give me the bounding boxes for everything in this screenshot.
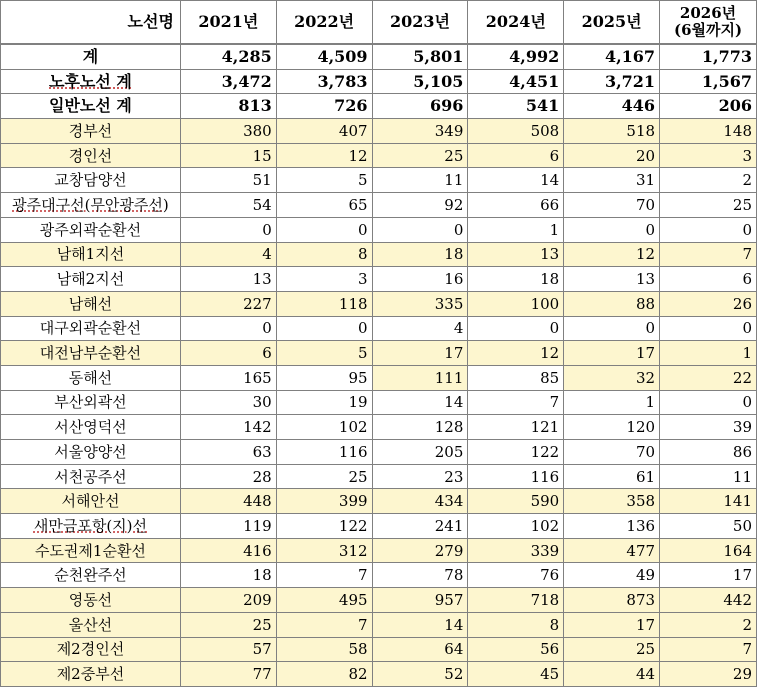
value-cell[interactable]: 51 (180, 168, 276, 193)
value-cell[interactable]: 29 (660, 662, 757, 687)
value-cell[interactable]: 56 (468, 637, 564, 662)
summary-row (1, 44, 757, 69)
summary-name-cell[interactable]: 일반노선 계 (1, 94, 181, 119)
value-cell[interactable]: 44 (564, 662, 660, 687)
value-cell[interactable]: 5 (276, 341, 372, 366)
value-cell[interactable]: 11 (660, 464, 757, 489)
header-year-2021[interactable]: 2021년 (180, 1, 276, 45)
value-cell[interactable]: 116 (276, 440, 372, 465)
header-year-2026-label: 2026년 (679, 4, 737, 22)
route-name-cell[interactable]: 영동선 (1, 588, 181, 613)
value-cell[interactable]: 65 (276, 193, 372, 218)
value-cell[interactable]: 17 (372, 341, 468, 366)
value-cell[interactable]: 696 (372, 94, 468, 119)
value-cell[interactable]: 4,992 (468, 44, 564, 69)
value-cell[interactable]: 11 (372, 168, 468, 193)
value-cell[interactable]: 442 (660, 588, 757, 613)
value-cell[interactable]: 3,472 (180, 69, 276, 94)
value-cell[interactable]: 45 (468, 662, 564, 687)
value-cell[interactable]: 86 (660, 440, 757, 465)
value-cell[interactable]: 718 (468, 588, 564, 613)
value-cell[interactable]: 3,721 (564, 69, 660, 94)
value-cell[interactable]: 102 (276, 415, 372, 440)
value-cell[interactable]: 58 (276, 637, 372, 662)
value-cell[interactable]: 6 (468, 143, 564, 168)
value-cell[interactable]: 128 (372, 415, 468, 440)
value-cell[interactable]: 349 (372, 119, 468, 144)
value-cell[interactable]: 5,801 (372, 44, 468, 69)
value-cell[interactable]: 0 (564, 316, 660, 341)
value-cell[interactable]: 508 (468, 119, 564, 144)
value-cell[interactable]: 477 (564, 538, 660, 563)
value-cell[interactable]: 19 (276, 390, 372, 415)
value-cell[interactable]: 241 (372, 514, 468, 539)
value-cell[interactable]: 111 (372, 365, 468, 390)
value-cell[interactable]: 32 (564, 365, 660, 390)
table-row (1, 563, 757, 588)
value-cell[interactable]: 2 (660, 612, 757, 637)
table-row (1, 440, 757, 465)
value-cell[interactable]: 399 (276, 489, 372, 514)
value-cell[interactable]: 0 (180, 316, 276, 341)
value-cell[interactable]: 0 (660, 316, 757, 341)
value-cell[interactable]: 4,509 (276, 44, 372, 69)
value-cell[interactable]: 18 (372, 242, 468, 267)
value-cell[interactable]: 17 (564, 341, 660, 366)
table-row (1, 538, 757, 563)
route-name-cell[interactable]: 광주대구선(무안광주선) (1, 193, 181, 218)
route-name-cell[interactable]: 제2경인선 (1, 637, 181, 662)
route-name-cell[interactable]: 수도권제1순환선 (1, 538, 181, 563)
table-row (1, 168, 757, 193)
route-name-cell[interactable]: 남해2지선 (1, 267, 181, 292)
value-cell[interactable]: 100 (468, 291, 564, 316)
value-cell[interactable]: 15 (180, 143, 276, 168)
value-cell[interactable]: 122 (468, 440, 564, 465)
table-row (1, 365, 757, 390)
route-name-cell[interactable]: 새만금포항(지)선 (1, 514, 181, 539)
summary-row (1, 69, 757, 94)
value-cell[interactable]: 380 (180, 119, 276, 144)
value-cell[interactable]: 17 (660, 563, 757, 588)
value-cell[interactable]: 13 (468, 242, 564, 267)
value-cell[interactable]: 13 (564, 267, 660, 292)
value-cell[interactable]: 39 (660, 415, 757, 440)
value-cell[interactable]: 78 (372, 563, 468, 588)
value-cell[interactable]: 5,105 (372, 69, 468, 94)
value-cell[interactable]: 0 (276, 217, 372, 242)
value-cell[interactable]: 0 (180, 217, 276, 242)
value-cell[interactable]: 407 (276, 119, 372, 144)
value-cell[interactable]: 4,285 (180, 44, 276, 69)
value-cell[interactable]: 7 (468, 390, 564, 415)
summary-row (1, 94, 757, 119)
value-cell[interactable]: 14 (468, 168, 564, 193)
value-cell[interactable]: 119 (180, 514, 276, 539)
route-name-cell[interactable]: 울산선 (1, 612, 181, 637)
value-cell[interactable]: 5 (276, 168, 372, 193)
value-cell[interactable]: 63 (180, 440, 276, 465)
table-row (1, 637, 757, 662)
table-row (1, 316, 757, 341)
value-cell[interactable]: 541 (468, 94, 564, 119)
value-cell[interactable]: 17 (564, 612, 660, 637)
value-cell[interactable]: 227 (180, 291, 276, 316)
route-name-cell[interactable]: 서산영덕선 (1, 415, 181, 440)
value-cell[interactable]: 3 (660, 143, 757, 168)
value-cell[interactable]: 92 (372, 193, 468, 218)
value-cell[interactable]: 518 (564, 119, 660, 144)
table-row (1, 119, 757, 144)
value-cell[interactable]: 4,167 (564, 44, 660, 69)
value-cell[interactable]: 0 (660, 217, 757, 242)
value-cell[interactable]: 70 (564, 193, 660, 218)
table-row (1, 193, 757, 218)
value-cell[interactable]: 209 (180, 588, 276, 613)
header-year-2026-note: (6월까지) (673, 21, 743, 39)
route-name-cell[interactable]: 서천공주선 (1, 464, 181, 489)
value-cell[interactable]: 52 (372, 662, 468, 687)
table-row (1, 612, 757, 637)
value-cell[interactable]: 957 (372, 588, 468, 613)
value-cell[interactable]: 25 (180, 612, 276, 637)
value-cell[interactable]: 312 (276, 538, 372, 563)
value-cell[interactable]: 31 (564, 168, 660, 193)
value-cell[interactable]: 6 (660, 267, 757, 292)
value-cell[interactable]: 1 (468, 217, 564, 242)
route-name-cell[interactable]: 대구외곽순환선 (1, 316, 181, 341)
value-cell[interactable]: 121 (468, 415, 564, 440)
table-row (1, 464, 757, 489)
header-year-2023[interactable]: 2023년 (372, 1, 468, 45)
route-name-cell[interactable]: 부산외곽선 (1, 390, 181, 415)
value-cell[interactable]: 64 (372, 637, 468, 662)
value-cell[interactable]: 358 (564, 489, 660, 514)
value-cell[interactable]: 141 (660, 489, 757, 514)
header-year-2026[interactable] (660, 1, 757, 45)
route-name-cell[interactable]: 서해안선 (1, 489, 181, 514)
value-cell[interactable]: 7 (660, 242, 757, 267)
value-cell[interactable]: 1 (660, 341, 757, 366)
value-cell[interactable]: 70 (564, 440, 660, 465)
value-cell[interactable]: 25 (372, 143, 468, 168)
value-cell[interactable]: 434 (372, 489, 468, 514)
value-cell[interactable]: 49 (564, 563, 660, 588)
value-cell[interactable]: 813 (180, 94, 276, 119)
header-row (1, 1, 757, 45)
value-cell[interactable]: 95 (276, 365, 372, 390)
value-cell[interactable]: 0 (564, 217, 660, 242)
value-cell[interactable]: 14 (372, 612, 468, 637)
route-name-cell[interactable]: 동해선 (1, 365, 181, 390)
value-cell[interactable]: 206 (660, 94, 757, 119)
value-cell[interactable]: 335 (372, 291, 468, 316)
value-cell[interactable]: 448 (180, 489, 276, 514)
value-cell[interactable]: 12 (276, 143, 372, 168)
table-row (1, 415, 757, 440)
table-row (1, 662, 757, 687)
value-cell[interactable]: 726 (276, 94, 372, 119)
value-cell[interactable]: 3 (276, 267, 372, 292)
value-cell[interactable]: 85 (468, 365, 564, 390)
value-cell[interactable]: 28 (180, 464, 276, 489)
table-row (1, 143, 757, 168)
header-route-name[interactable]: 노선명 (1, 1, 181, 45)
route-name-cell[interactable]: 서울양양선 (1, 440, 181, 465)
value-cell[interactable]: 205 (372, 440, 468, 465)
value-cell[interactable]: 873 (564, 588, 660, 613)
route-name-cell[interactable]: 순천완주선 (1, 563, 181, 588)
summary-name-cell[interactable]: 노후노선 계 (1, 69, 181, 94)
value-cell[interactable]: 14 (372, 390, 468, 415)
value-cell[interactable]: 148 (660, 119, 757, 144)
value-cell[interactable]: 77 (180, 662, 276, 687)
value-cell[interactable]: 446 (564, 94, 660, 119)
route-name-cell[interactable]: 경인선 (1, 143, 181, 168)
value-cell[interactable]: 122 (276, 514, 372, 539)
value-cell[interactable]: 118 (276, 291, 372, 316)
value-cell[interactable]: 1 (564, 390, 660, 415)
table-row (1, 588, 757, 613)
value-cell[interactable]: 26 (660, 291, 757, 316)
table-row (1, 489, 757, 514)
value-cell[interactable]: 12 (468, 341, 564, 366)
value-cell[interactable]: 20 (564, 143, 660, 168)
route-name-cell[interactable]: 광주외곽순환선 (1, 217, 181, 242)
value-cell[interactable]: 142 (180, 415, 276, 440)
value-cell[interactable]: 30 (180, 390, 276, 415)
value-cell[interactable]: 61 (564, 464, 660, 489)
value-cell[interactable]: 136 (564, 514, 660, 539)
value-cell[interactable]: 76 (468, 563, 564, 588)
value-cell[interactable]: 12 (564, 242, 660, 267)
value-cell[interactable]: 120 (564, 415, 660, 440)
value-cell[interactable]: 66 (468, 193, 564, 218)
value-cell[interactable]: 16 (372, 267, 468, 292)
value-cell[interactable]: 102 (468, 514, 564, 539)
value-cell[interactable]: 116 (468, 464, 564, 489)
value-cell[interactable]: 0 (468, 316, 564, 341)
value-cell[interactable]: 0 (660, 390, 757, 415)
route-name-cell[interactable]: 경부선 (1, 119, 181, 144)
summary-name-cell[interactable]: 계 (1, 44, 181, 69)
value-cell[interactable]: 54 (180, 193, 276, 218)
value-cell[interactable]: 13 (180, 267, 276, 292)
value-cell[interactable]: 1,567 (660, 69, 757, 94)
table-row (1, 217, 757, 242)
value-cell[interactable]: 0 (276, 316, 372, 341)
value-cell[interactable]: 1,773 (660, 44, 757, 69)
value-cell[interactable]: 164 (660, 538, 757, 563)
value-cell[interactable]: 25 (564, 637, 660, 662)
value-cell[interactable]: 25 (660, 193, 757, 218)
value-cell[interactable]: 4 (180, 242, 276, 267)
value-cell[interactable]: 279 (372, 538, 468, 563)
value-cell[interactable]: 7 (660, 637, 757, 662)
value-cell[interactable]: 6 (180, 341, 276, 366)
route-name-cell[interactable]: 남해선 (1, 291, 181, 316)
table-row (1, 341, 757, 366)
value-cell[interactable]: 8 (276, 242, 372, 267)
value-cell[interactable]: 18 (468, 267, 564, 292)
value-cell[interactable]: 0 (372, 217, 468, 242)
table-row (1, 390, 757, 415)
table-row (1, 242, 757, 267)
value-cell[interactable]: 82 (276, 662, 372, 687)
value-cell[interactable]: 8 (468, 612, 564, 637)
value-cell[interactable]: 25 (276, 464, 372, 489)
value-cell[interactable]: 3,783 (276, 69, 372, 94)
value-cell[interactable]: 495 (276, 588, 372, 613)
value-cell[interactable]: 7 (276, 563, 372, 588)
value-cell[interactable]: 4 (372, 316, 468, 341)
header-year-2025[interactable]: 2025년 (564, 1, 660, 45)
route-name-cell[interactable]: 대전남부순환선 (1, 341, 181, 366)
value-cell[interactable]: 7 (276, 612, 372, 637)
value-cell[interactable]: 590 (468, 489, 564, 514)
table-row (1, 267, 757, 292)
route-name-cell[interactable]: 교창담양선 (1, 168, 181, 193)
value-cell[interactable]: 23 (372, 464, 468, 489)
header-year-2022[interactable]: 2022년 (276, 1, 372, 45)
value-cell[interactable]: 416 (180, 538, 276, 563)
table-row (1, 291, 757, 316)
value-cell[interactable]: 4,451 (468, 69, 564, 94)
value-cell[interactable]: 18 (180, 563, 276, 588)
value-cell[interactable]: 88 (564, 291, 660, 316)
value-cell[interactable]: 165 (180, 365, 276, 390)
route-name-cell[interactable]: 남해1지선 (1, 242, 181, 267)
value-cell[interactable]: 50 (660, 514, 757, 539)
route-name-cell[interactable]: 제2중부선 (1, 662, 181, 687)
header-year-2024[interactable]: 2024년 (468, 1, 564, 45)
value-cell[interactable]: 22 (660, 365, 757, 390)
value-cell[interactable]: 339 (468, 538, 564, 563)
value-cell[interactable]: 57 (180, 637, 276, 662)
value-cell[interactable]: 2 (660, 168, 757, 193)
table-row (1, 514, 757, 539)
